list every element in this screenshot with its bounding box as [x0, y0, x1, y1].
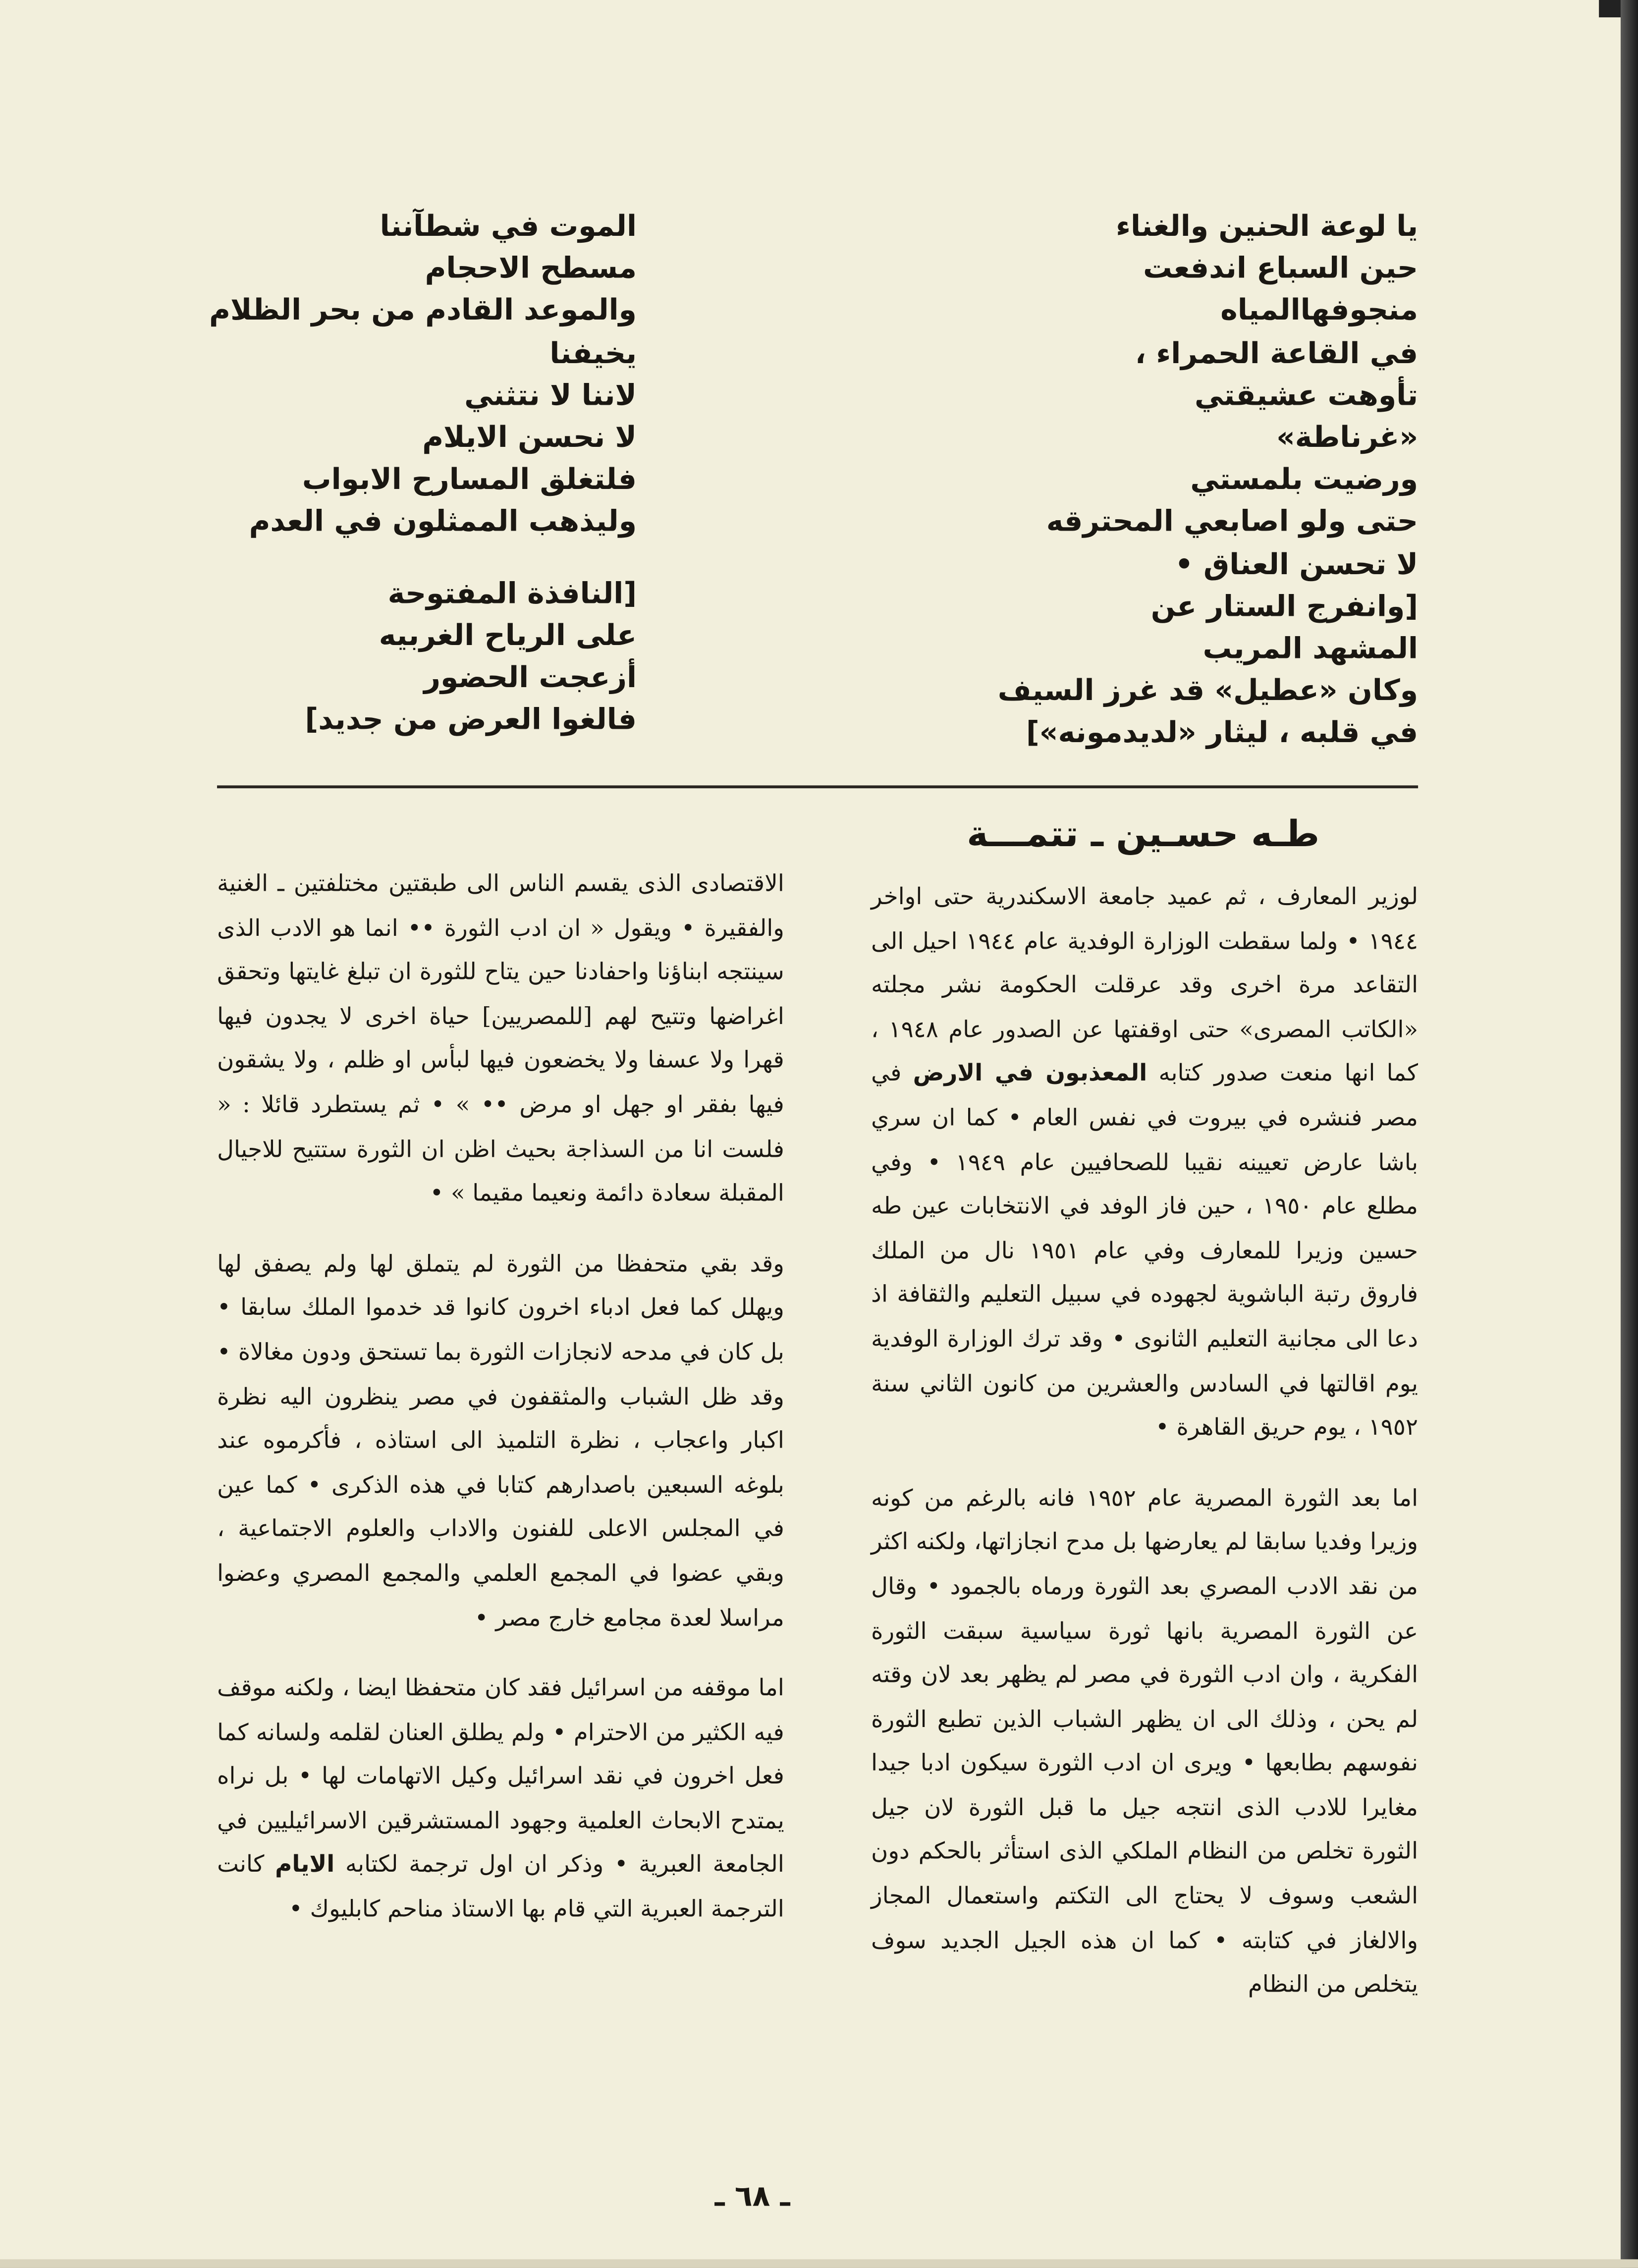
poem-line: ورضيت بلمستي — [1190, 461, 1419, 496]
poem-line: فالغوا العرض من جديد] — [305, 702, 637, 737]
scan-edge-top — [1599, 0, 1621, 17]
paragraph — [217, 1667, 784, 1932]
paragraph: الاقتصادى الذى يقسم الناس الى طبقتين مختلفتين ـ الغنية والفقيرة • ويقول « ان ادب الثورة •• انما هو الادب الذى سينتجه ابناؤنا واحفادنا حين يتاح للثورة ان تبلغ غايتها وتحقق اغراضها وتتيح لهم [للمصريين] حياة اخرى لا يجدون فيها قهرا ولا عسفا ولا يخضعون فيها لبأس او ظلم ، ولا يشقون فيها بفقر او جهل او مرض •• » • ثم يستطرد قائلا : « فلست انا من السذاجة بحيث اظن ان الثورة ستتيح للاجيال المقبلة سعادة دائمة ونعيما مقيما » • — [217, 869, 784, 1207]
poem-line: لاننا لا نتثني — [464, 377, 637, 412]
stanza-gap — [217, 543, 637, 572]
scan-edge-right — [1621, 0, 1638, 2268]
poem-line: يا لوعة الحنين والغناء — [1116, 208, 1419, 243]
poem-line: المشهد المريب — [1202, 630, 1419, 665]
poem-line: والموعد القادم من بحر الظلام — [209, 292, 637, 327]
paragraph: اما بعد الثورة المصرية عام ١٩٥٢ فانه بالرغم من كونه وزيرا وفديا سابقا لم يعارضها بل مدح انجازاتها، ولكنه اكثر من نقد الادب المصري بعد الثورة ورماه بالجمود • وقال عن الثورة المصرية بانها ثورة سياسية سبقت الثورة الفكرية ، وان ادب الثورة في مصر لم يظهر بعد لان وقته لم يحن ، وذلك الى ان يظهر الشباب الذين تطبع الثورة نفوسهم بطابعها • ويرى ان ادب الثورة سيكون ادبا جيدا مغايرا للادب الذى انتجه جيل ما قبل الثورة لان جيل الثورة تخلص من النظام الملكي الذى استأثر بالحكم دون الشعب وسوف لا يحتاج الى التكتم واستعمال المجاز والالغاز في كتابته • كما ان هذه الجيل الجديد سوف يتخلص من النظام — [871, 1483, 1419, 1998]
poem-left-column — [209, 206, 637, 741]
poem-line: على الرياح الغربيه — [379, 617, 637, 652]
poem-right-column — [868, 206, 1418, 755]
poem-line: فلتغلق المسارح الابواب — [302, 461, 637, 496]
paragraph: وقد بقي متحفظا من الثورة لم يتملق لها ولم يصفق لها ويهلل كما فعل ادباء اخرون كانوا قد خدموا الملك سابقا • بل كان في مدحه لانجازات الثورة بما تستحق ودون مغالاة • وقد ظل الشباب والمثقفون في مصر ينظرون اليه نظرة اكبار واعجاب ، نظرة التلميذ الى استاذه ، فأكرموه عند بلوغه السبعين باصدارهم كتابا في هذه الذكرى • كما عين في المجلس الاعلى للفنون والاداب والعلوم الاجتماعية ، وبقي عضوا في المجمع العلمي والمجمع المصري وعضوا مراسلا لعدة مجامع خارج مصر • — [217, 1249, 784, 1631]
poem-line: لا نحسن الايلام — [422, 419, 637, 454]
poem-line: [وانفرج الستار عن — [1150, 588, 1419, 623]
poem-line: لا تحسن العناق • — [1175, 546, 1419, 581]
poem-line: يخيفنا — [549, 335, 637, 370]
poem-line: الموت في شطآننا — [380, 208, 637, 243]
article-heading: طـه حسـين ـ تتمـــة — [967, 812, 1320, 855]
poem-line: أزعجت الحضور — [424, 659, 637, 695]
scan-edge-bottom — [0, 2259, 1638, 2268]
poem-line: «غرناطة» — [1276, 419, 1419, 454]
book-title: الايام — [275, 1850, 335, 1879]
poem-line: وليذهب الممثلون في العدم — [249, 503, 637, 539]
poem-line: تأوهت عشيقتي — [1195, 377, 1419, 412]
paragraph-text: لوزير المعارف ، ثم عميد جامعة الاسكندرية حتى اواخر ١٩٤٤ • ولما سقطت الوزارة الوفدية عام ١٩٤٤ احيل الى التقاعد مرة اخرى وقد عرقلت الحكومة نشر مجلته «الكاتب المصرى» حتى اوقفتها عن الصدور عام ١٩٤٨ ، كما انها منعت صدور كتابه — [871, 882, 1419, 1087]
poem-line: حتى ولو اصابعي المحترقه — [1046, 503, 1419, 539]
article-right-column — [871, 875, 1418, 2007]
poem-line: حين السباع اندفعت — [1143, 250, 1419, 285]
poem-line: مسطح الاحجام — [425, 250, 637, 285]
paragraph-text: في مصر فنشره في بيروت في نفس العام • كما ان سري باشا عارض تعيينه نقيبا للصحافيين عام ١٩٤٩ • وفي مطلع عام ١٩٥٠ ، حين فاز الوفد في الانتخابات عين طه حسين وزيرا للمعارف وفي عام ١٩٥١ نال من الملك فاروق رتبة الباشوية لجهوده في سبيل التعليم والثقافة اذ دعا الى مجانية التعليم الثانوى • وقد ترك الوزارة الوفدية يوم اقالتها في السادس والعشرين من كانون الثاني سنة ١٩٥٢ ، يوم حريق القاهرة • — [871, 1059, 1419, 1441]
section-divider — [217, 785, 1418, 788]
paragraph-text: كانت الترجمة العبرية التي قام بها الاستاذ مناحم كابليوك • — [217, 1850, 784, 1923]
poem-line: في قلبه ، ليثار «لديدمونه»] — [1026, 715, 1419, 750]
poem-line: منجوفهاالمياه — [1220, 292, 1419, 327]
poem-line: في القاعة الحمراء ، — [1135, 335, 1419, 370]
article-left-column — [217, 862, 784, 1932]
poem-line: وكان «عطيل» قد غرز السيف — [997, 672, 1419, 707]
book-title: المعذبون في الارض — [913, 1059, 1147, 1087]
poem-line: [النافذة المفتوحة — [387, 575, 637, 610]
page-number: ـ ٦٨ ـ — [714, 2178, 790, 2213]
paragraph-text: اما موقفه من اسرائيل فقد كان متحفظا ايضا ، ولكنه موقف فيه الكثير من الاحترام • ولم يطلق العنان لقلمه ولسانه كما فعل اخرون في نقد اسرائيل وكيل الاتهامات لها • بل نراه يمتدح الابحاث العلمية وجهود المستشرقين الاسرائيليين في الجامعة العبرية • وذكر ان اول ترجمة لكتابه — [217, 1674, 784, 1879]
paragraph — [871, 875, 1418, 1450]
